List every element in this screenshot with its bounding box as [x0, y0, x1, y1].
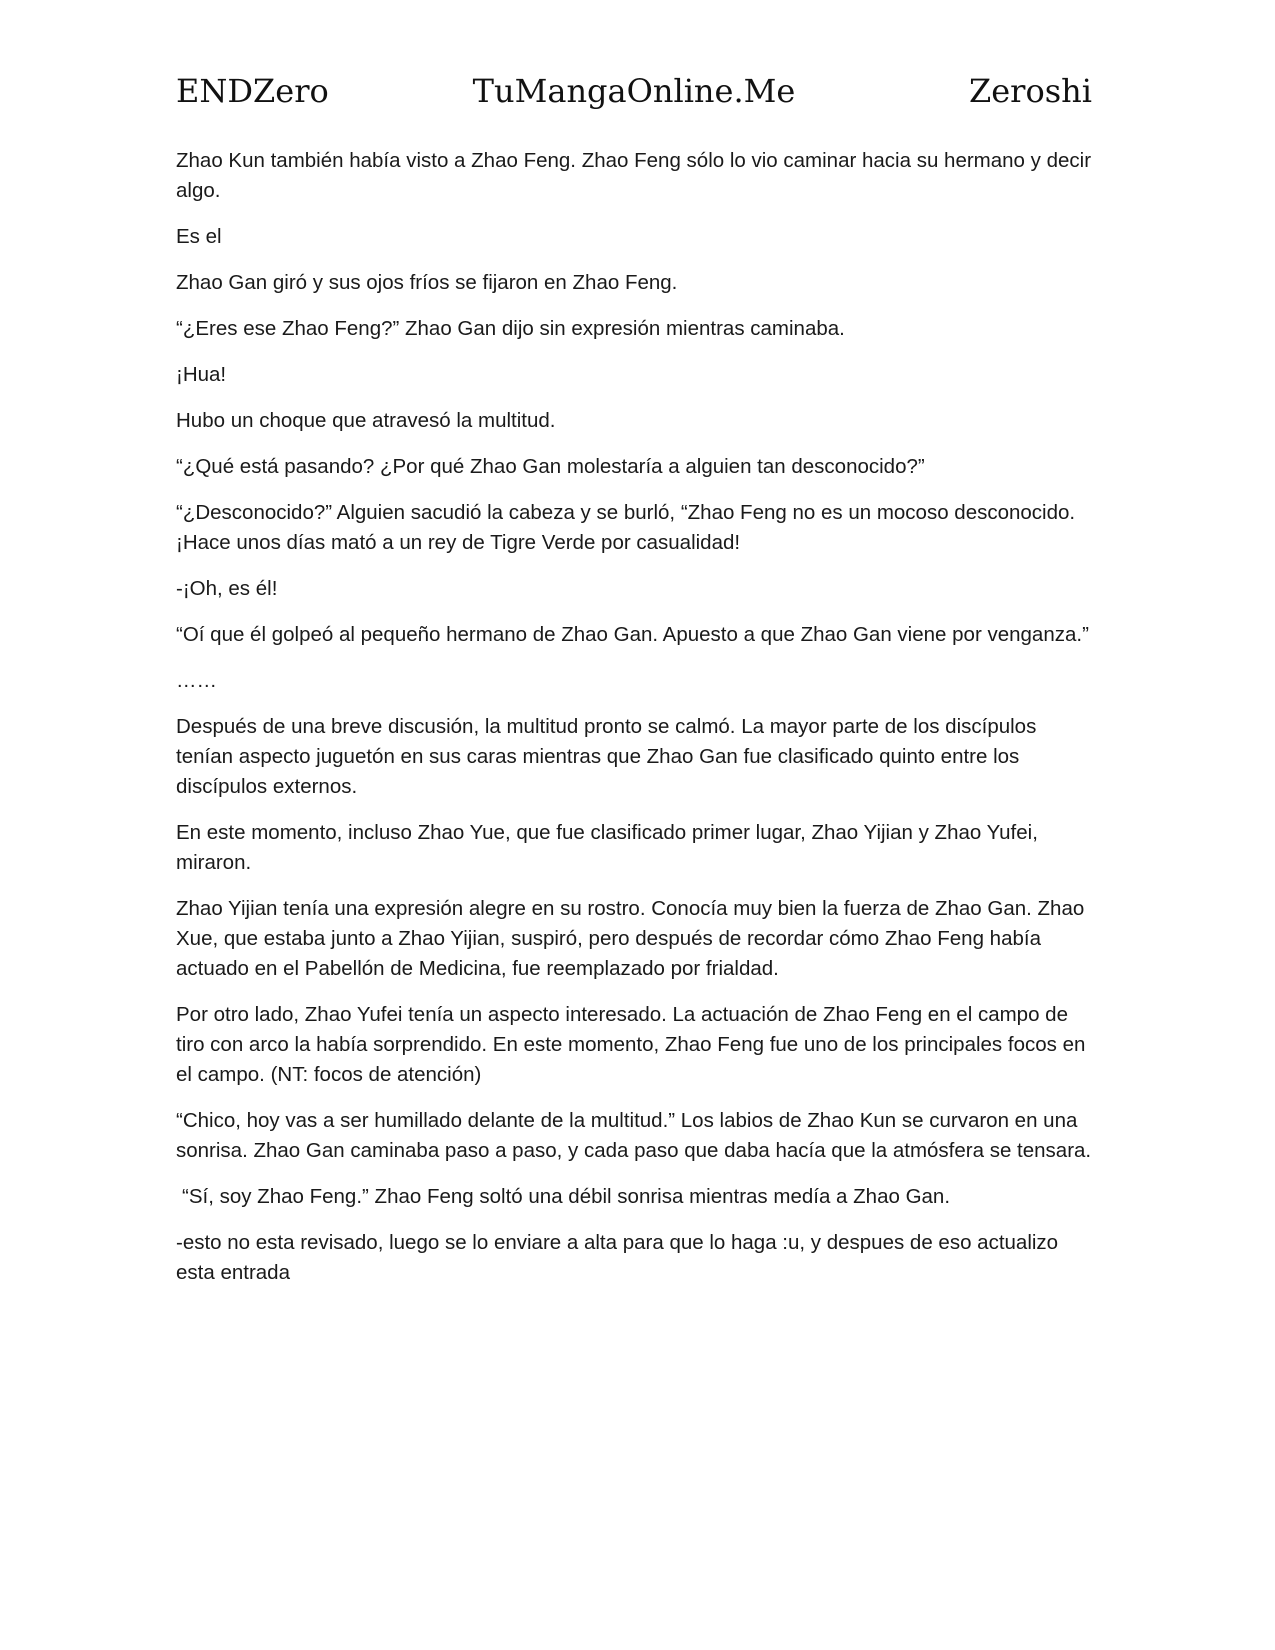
paragraph: -¡Oh, es él! [176, 577, 278, 600]
paragraph: …… [176, 669, 217, 692]
paragraph: “¿Eres ese Zhao Feng?” Zhao Gan dijo sin expresión mientras caminaba. [176, 317, 845, 340]
paragraph: “Sí, soy Zhao Feng.” Zhao Feng soltó una débil sonrisa mientras medía a Zhao Gan. [182, 1185, 951, 1208]
paragraph: “Oí que él golpeó al pequeño hermano de Zhao Gan. Apuesto a que Zhao Gan viene por venganza.” [176, 623, 1089, 646]
header-center-text: TuMangaOnline.Me [472, 72, 796, 110]
paragraph: “¿Qué está pasando? ¿Por qué Zhao Gan molestaría a alguien tan desconocido?” [176, 455, 925, 478]
paragraph: Después de una breve discusión, la multitud pronto se calmó. La mayor parte de los discípulos tenían aspecto juguetón en sus caras mientras que Zhao Gan fue clasificado quinto entre los discípulos externos. [176, 715, 1037, 798]
paragraph: Zhao Yijian tenía una expresión alegre en su rostro. Conocía muy bien la fuerza de Zhao Gan. Zhao Xue, que estaba junto a Zhao Yijian, suspiró, pero después de recordar cómo Zhao Feng había actuado en el Pabellón de Medicina, fue reemplazado por frialdad. [176, 897, 1085, 980]
body-text [176, 146, 1096, 1304]
paragraph: Zhao Gan giró y sus ojos fríos se fijaron en Zhao Feng. [176, 271, 678, 294]
paragraph: “¿Desconocido?” Alguien sacudió la cabeza y se burló, “Zhao Feng no es un mocoso desconocido. ¡Hace unos días mató a un rey de Tigre Verde por casualidad! [176, 501, 1076, 554]
paragraph: Hubo un choque que atravesó la multitud. [176, 409, 556, 432]
header-right-text: Zeroshi [969, 72, 1092, 110]
paragraph: En este momento, incluso Zhao Yue, que fue clasificado primer lugar, Zhao Yijian y Zhao Yufei, miraron. [176, 821, 1038, 874]
paragraph: ¡Hua! [176, 363, 227, 386]
paragraph: -esto no esta revisado, luego se lo enviare a alta para que lo haga :u, y despues de eso actualizo esta entrada [176, 1231, 1059, 1284]
paragraph: Zhao Kun también había visto a Zhao Feng. Zhao Feng sólo lo vio caminar hacia su hermano y decir algo. [176, 149, 1092, 202]
paragraph: “Chico, hoy vas a ser humillado delante de la multitud.” Los labios de Zhao Kun se curvaron en una sonrisa. Zhao Gan caminaba paso a paso, y cada paso que daba hacía que la atmósfera se tensara. [176, 1109, 1092, 1162]
header-left-text: ENDZero [176, 72, 329, 110]
paragraph: Es el [176, 225, 222, 248]
page-header [176, 72, 1092, 122]
paragraph: Por otro lado, Zhao Yufei tenía un aspecto interesado. La actuación de Zhao Feng en el campo de tiro con arco la había sorprendido. En este momento, Zhao Feng fue uno de los principales focos en el campo. (NT: focos de atención) [176, 1003, 1086, 1086]
